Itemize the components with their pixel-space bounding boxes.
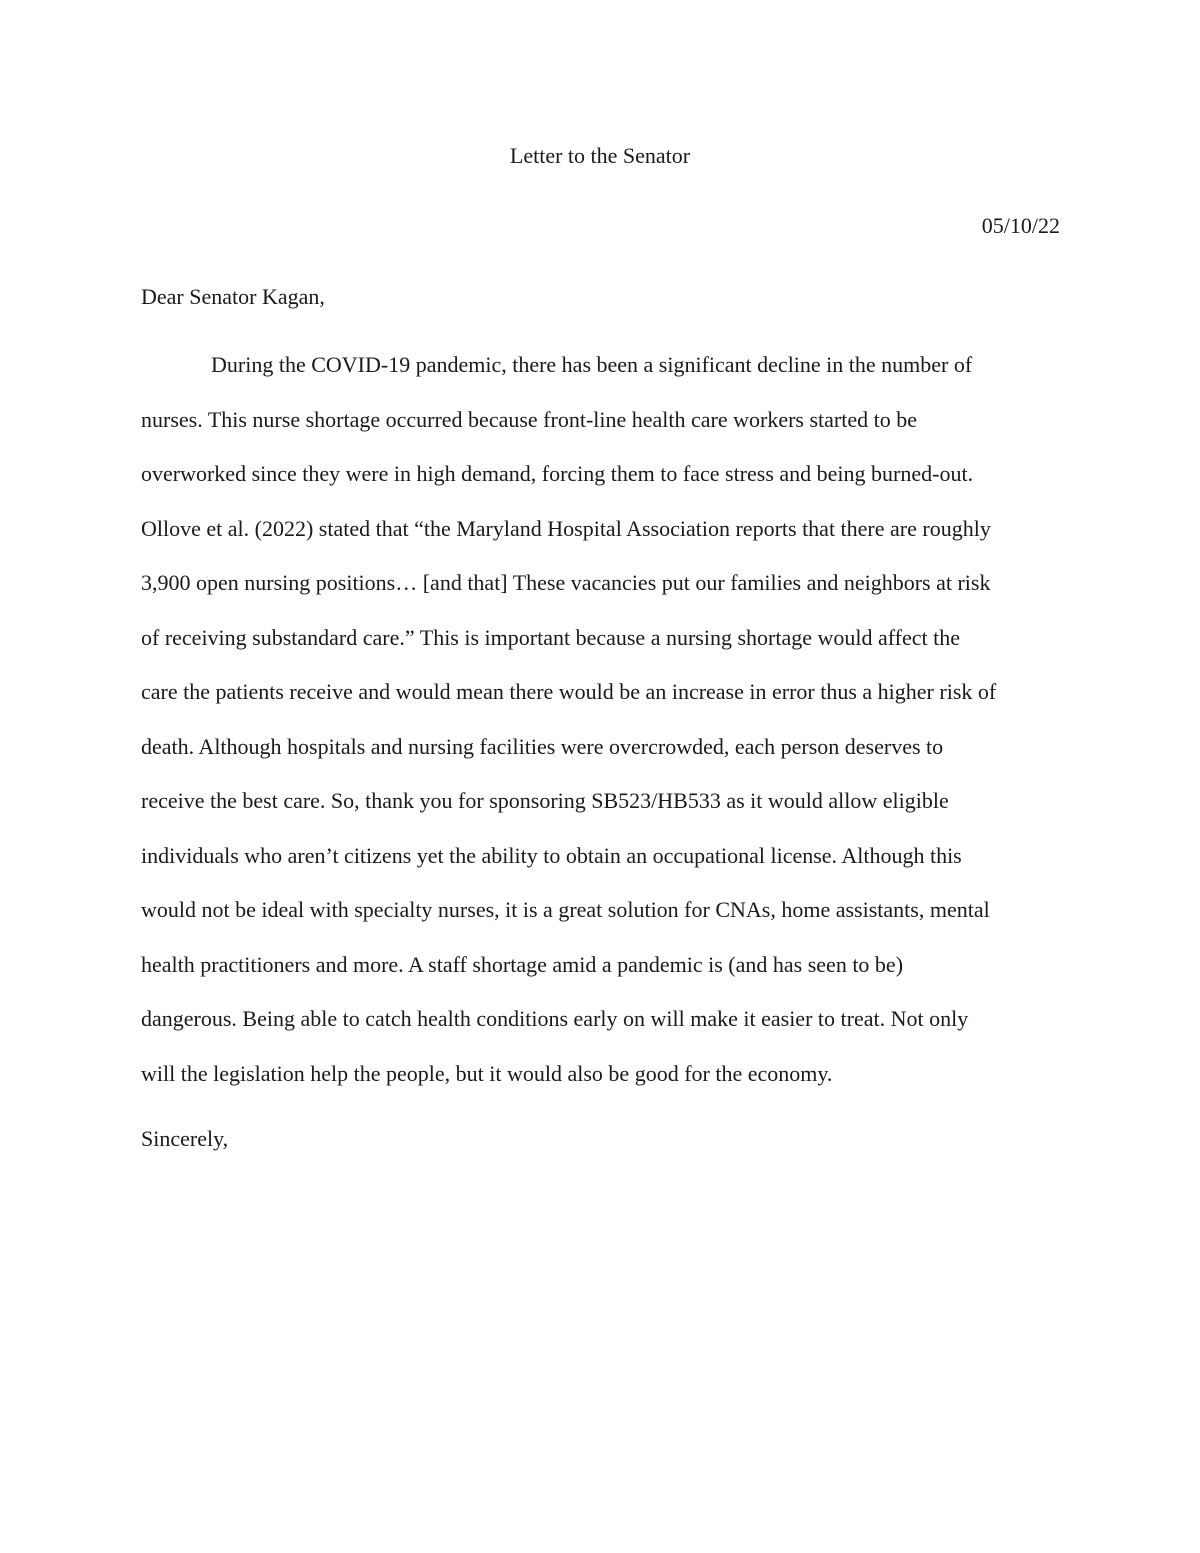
body-line: care the patients receive and would mean there would be an increase in error thus a higher risk of	[141, 679, 997, 704]
letter-body	[141, 351, 1071, 1114]
body-line: nurses. This nurse shortage occurred because front-line health care workers started to be	[141, 406, 918, 432]
body-line: overworked since they were in high demand, forcing them to face stress and being burned-out.	[141, 461, 974, 486]
body-line: individuals who aren’t citizens yet the ability to obtain an occupational license. Although this	[141, 842, 962, 868]
body-line: dangerous. Being able to catch health conditions early on will make it easier to treat. Not only	[141, 1006, 969, 1031]
letter-title: Letter to the Senator	[509, 143, 691, 168]
body-line: of receiving substandard care.” This is important because a nursing shortage would affect the	[141, 624, 961, 650]
body-line: health practitioners and more. A staff shortage amid a pandemic is (and has seen to be)	[141, 951, 904, 977]
body-line: Ollove et al. (2022) stated that “the Maryland Hospital Association reports that there are roughly	[141, 515, 991, 541]
body-line: receive the best care. So, thank you for sponsoring SB523/HB533 as it would allow eligible	[141, 788, 949, 813]
letter-closing: Sincerely,	[141, 1126, 229, 1151]
body-line: 3,900 open nursing positions… [and that] These vacancies put our families and neighbors at risk	[141, 570, 991, 595]
letter-salutation: Dear Senator Kagan,	[141, 284, 325, 309]
body-line: During the COVID-19 pandemic, there has been a significant decline in the number of	[211, 352, 973, 377]
letter-date: 05/10/22	[981, 213, 1060, 238]
body-line: death. Although hospitals and nursing facilities were overcrowded, each person deserves to	[141, 733, 944, 759]
body-line: would not be ideal with specialty nurses, it is a great solution for CNAs, home assistants, mental	[141, 897, 990, 922]
body-line: will the legislation help the people, but it would also be good for the economy.	[141, 1060, 833, 1086]
